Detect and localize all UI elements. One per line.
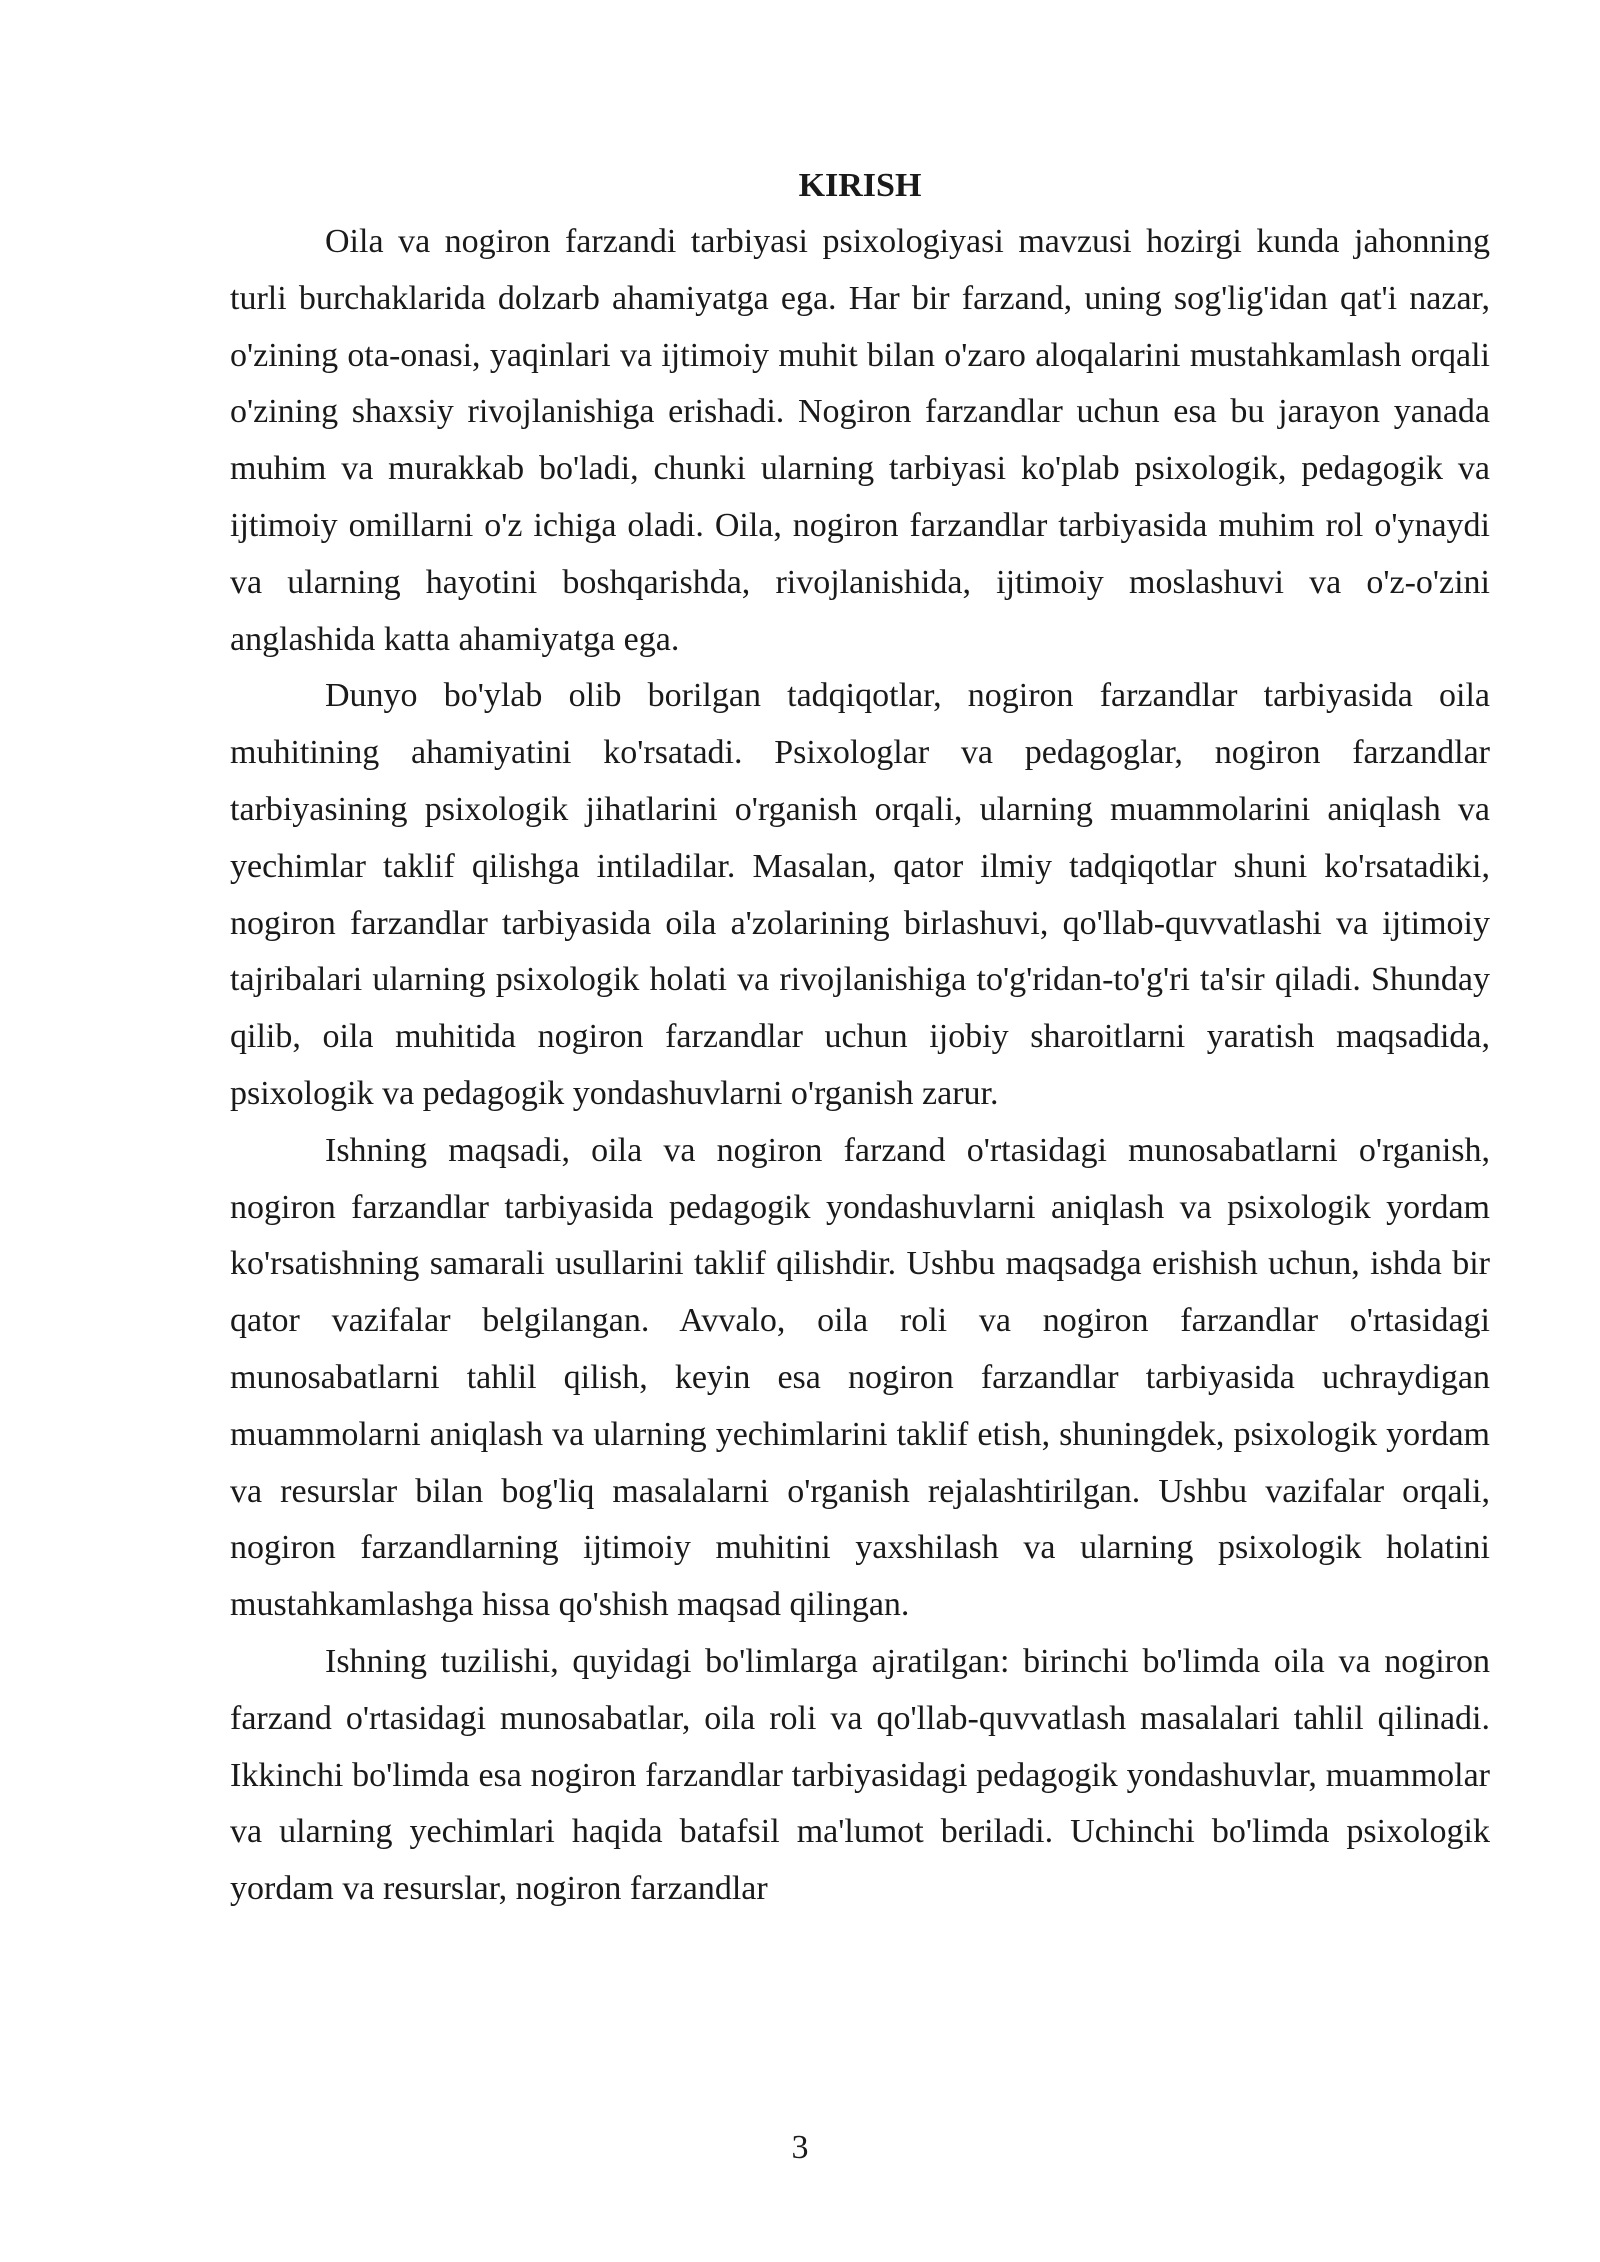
page-number: 3 [791,2129,809,2166]
section-title: KIRISH [798,167,922,204]
page-content [230,158,1490,1918]
paragraph-1: Oila va nogiron farzandi tarbiyasi psixologiyasi mavzusi hozirgi kunda jahonning turli burchaklarida dolzarb ahamiyatga ega. Har bir farzand, uning sog'lig'idan qat'i nazar, o'zining ota-onasi, yaqinlari va ijtimoiy muhit bilan o'zaro aloqalarini mustahkamlash orqali o'zining shaxsiy rivojlanishiga erishadi. Nogiron farzandlar uchun esa bu jarayon yanada muhim va murakkab bo'ladi, chunki ularning tarbiyasi ko'plab psixologik, pedagogik va ijtimoiy omillarni o'z ichiga oladi. Oila, nogiron farzandlar tarbiyasida muhim rol o'ynaydi va ularning hayotini boshqarishda, rivojlanishida, ijtimoiy moslashuvi va o'z-o'zini anglashida katta ahamiyatga ega. [230,223,1490,658]
paragraph-2: Dunyo bo'ylab olib borilgan tadqiqotlar, nogiron farzandlar tarbiyasida oila muhitining ahamiyatini ko'rsatadi. Psixologlar va pedagoglar, nogiron farzandlar tarbiyasining psixologik jihatlarini o'rganish orqali, ularning muammolarini aniqlash va yechimlar taklif qilishga intiladilar. Masalan, qator ilmiy tadqiqotlar shuni ko'rsatadiki, nogiron farzandlar tarbiyasida oila a'zolarining birlashuvi, qo'llab-quvvatlashi va ijtimoiy tajribalari ularning psixologik holati va rivojlanishiga to'g'ridan-to'g'ri ta'sir qiladi. Shunday qilib, oila muhitida nogiron farzandlar uchun ijobiy sharoitlarni yaratish maqsadida, psixologik va pedagogik yondashuvlarni o'rganish zarur. [230,677,1490,1112]
paragraph-4: Ishning tuzilishi, quyidagi bo'limlarga ajratilgan: birinchi bo'limda oila va nogiron farzand o'rtasidagi munosabatlar, oila roli va qo'llab-quvvatlash masalalari tahlil qilinadi. Ikkinchi bo'limda esa nogiron farzandlar tarbiyasidagi pedagogik yondashuvlar, muammolar va ularning yechimlari haqida batafsil ma'lumot beriladi. Uchinchi bo'limda psixologik yordam va resurslar, nogiron farzandlar [230,1642,1490,1908]
paragraph-3: Ishning maqsadi, oila va nogiron farzand o'rtasidagi munosabatlarni o'rganish, nogiron farzandlar tarbiyasida pedagogik yondashuvlarni aniqlash va psixologik yordam ko'rsatishning samarali usullarini taklif qilishdir. Ushbu maqsadga erishish uchun, ishda bir qator vazifalar belgilangan. Avvalo, oila roli va nogiron farzandlar o'rtasidagi munosabatlarni tahlil qilish, keyin esa nogiron farzandlar tarbiyasida uchraydigan muammolarni aniqlash va ularning yechimlarini taklif etish, shuningdek, psixologik yordam va resurslar bilan bog'liq masalalarni o'rganish rejalashtirilgan. Ushbu vazifalar orqali, nogiron farzandlarning ijtimoiy muhitini yaxshilash va ularning psixologik holatini mustahkamlashga hissa qo'shish maqsad qilingan. [230,1131,1490,1624]
